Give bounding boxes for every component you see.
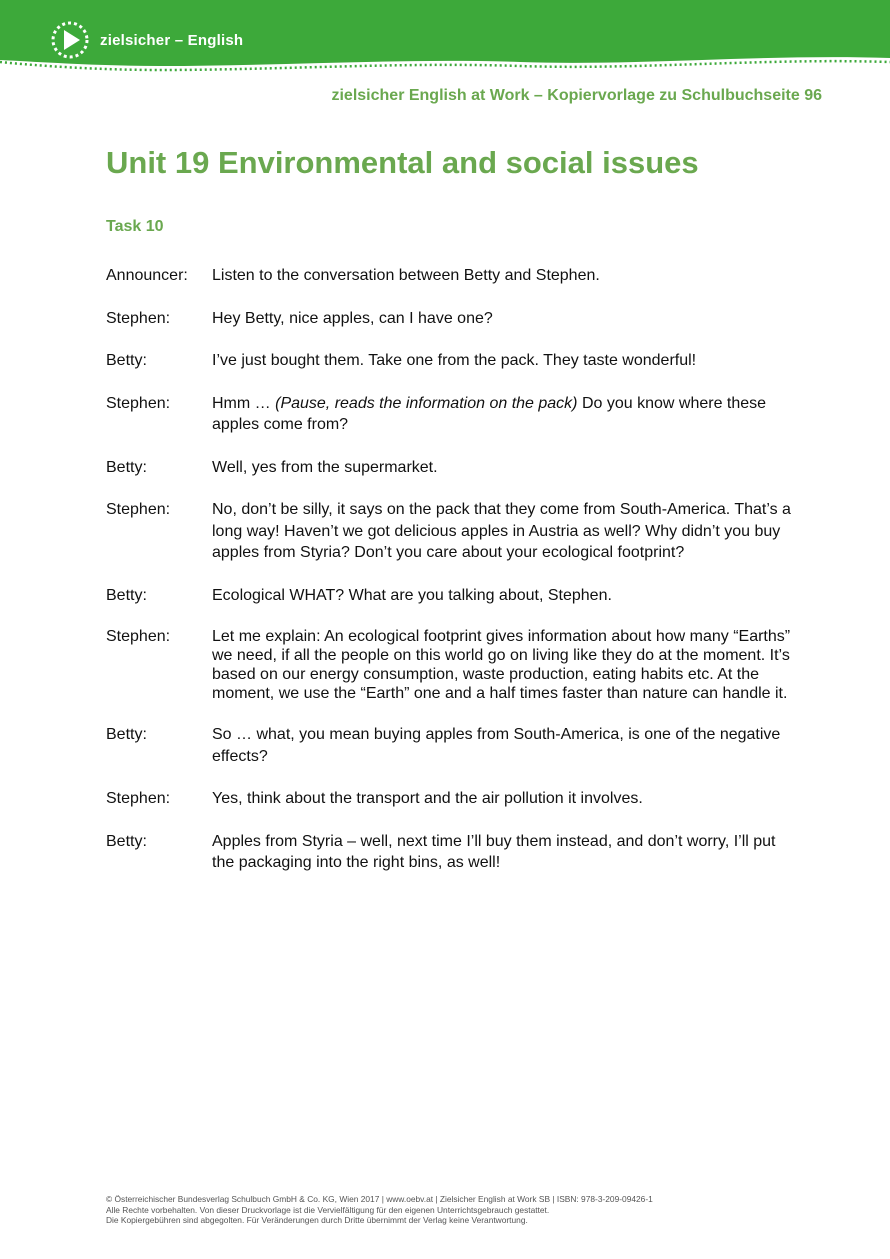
line-text: Listen to the conversation between Betty and Stephen. <box>212 267 600 284</box>
line-text <box>212 393 796 436</box>
speaker: Stephen: <box>106 790 171 807</box>
speaker: Betty: <box>106 352 147 369</box>
dialogue-line <box>106 350 796 372</box>
dialogue-line <box>106 627 796 703</box>
dialogue-line <box>106 788 796 810</box>
dialogue <box>106 265 796 874</box>
dialogue-line <box>106 831 796 874</box>
dialogue-line <box>106 457 796 479</box>
speaker: Betty: <box>106 586 147 604</box>
task-label: Task 10 <box>106 218 164 235</box>
speaker: Stephen: <box>106 501 171 518</box>
line-text-end: Do you know where these apples come from? <box>212 394 767 433</box>
speaker: Stephen: <box>106 309 171 327</box>
speaker: Betty: <box>106 458 147 476</box>
brand-name: zielsicher – English <box>100 31 244 49</box>
speaker: Betty: <box>106 726 147 743</box>
line-text-start: Hmm … <box>212 394 276 412</box>
line-text: Hey Betty, nice apples, can I have one? <box>212 309 493 327</box>
stage-direction: (Pause, reads the information on the pack) <box>275 394 578 412</box>
footer-disclaimer: Die Kopiergebühren sind abgegolten. Für Veränderungen durch Dritte übernimmt der Verlag keine Verantwortung. <box>106 1215 528 1225</box>
speaker: Announcer: <box>106 267 188 284</box>
dialogue-line <box>106 724 796 767</box>
dialogue-line <box>106 499 796 564</box>
line-text: Let me explain: An ecological footprint gives information about how many “Earths” we need, if all the people on this world go on living like they do at the moment. It’s based on our energy consumption, waste production, eating habits etc. At the moment, we use the “Earth” one and a half times faster than nature can handle it. <box>212 628 791 702</box>
line-text: Well, yes from the supermarket. <box>212 458 438 476</box>
brand-logo <box>50 20 243 60</box>
footer-rights: Alle Rechte vorbehalten. Von dieser Druckvorlage ist die Vervielfältigung für den eigenen Unterrichtsgebrauch gestattet. <box>106 1204 550 1215</box>
page-title: Unit 19 Environmental and social issues <box>106 145 699 180</box>
line-text: I’ve just bought them. Take one from the pack. They taste wonderful! <box>212 352 697 369</box>
line-text: Yes, think about the transport and the air pollution it involves. <box>212 790 643 807</box>
line-text: So … what, you mean buying apples from South-America, is one of the negative effects? <box>212 726 781 765</box>
speaker: Betty: <box>106 832 147 850</box>
footer-copyright: © Österreichischer Bundesverlag Schulbuch GmbH & Co. KG, Wien 2017 | www.oebv.at | Zielsicher English at Work SB | ISBN: 978-3-209-09426-1 <box>106 1194 653 1204</box>
line-text: Apples from Styria – well, next time I’ll buy them instead, and don’t worry, I’ll put the packaging into the right bins, as well! <box>212 832 776 871</box>
page-subtitle: zielsicher English at Work – Kopiervorlage zu Schulbuchseite 96 <box>331 87 822 104</box>
dialogue-line <box>106 585 796 607</box>
speaker: Stephen: <box>106 628 171 645</box>
play-icon <box>50 20 90 60</box>
line-text: Ecological WHAT? What are you talking about, Stephen. <box>212 586 612 604</box>
footer <box>106 1194 653 1226</box>
speaker: Stephen: <box>106 394 171 412</box>
line-text: No, don’t be silly, it says on the pack that they come from South-America. That’s a long way! Haven’t we got delicious apples in Austria as well? Why didn’t you buy apples from Styria? Don’t you care about your ecological footprint? <box>212 501 791 561</box>
dialogue-line <box>106 265 796 287</box>
dialogue-line <box>106 308 796 330</box>
dialogue-line <box>106 393 796 436</box>
